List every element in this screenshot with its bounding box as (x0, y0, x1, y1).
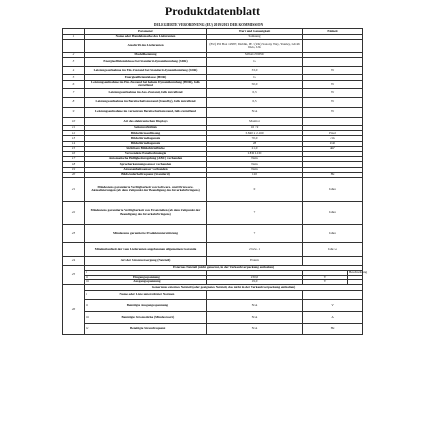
row-parameter: Bildschirmdiagonale (85, 141, 207, 146)
section26-heading: Genormtes externes Netzteil (oder geeignetes Netzteil, das nicht in der Verkaufsverpackung enthalten) (85, 284, 363, 290)
psu-row-label: Eingangsspannung (133, 274, 160, 279)
row-parameter: Art der Stromversorgung (Netzteil) (85, 256, 207, 265)
row-unit (303, 256, 363, 265)
row-number: 22 (63, 201, 85, 224)
psu-row-unit: V (303, 275, 348, 280)
table-row (63, 256, 363, 265)
row-parameter: Leistungsaufnahme im Aus-Zustand, falls zutreffend (85, 89, 207, 98)
section26-row-roman: iii (86, 314, 89, 319)
row-parameter: Art des elektronischen Displays (85, 117, 207, 126)
row-parameter: Seitenverhältnis (85, 126, 207, 131)
row-value: 3.840 x 2.160 (207, 131, 303, 136)
row-number: 21 (63, 177, 85, 201)
table-row (63, 201, 363, 224)
row-unit: W (303, 107, 363, 117)
section26-row-unit: A (303, 311, 363, 323)
row-value: G (207, 75, 303, 80)
section26-row-parameter (85, 290, 207, 299)
row-unit (303, 58, 363, 67)
row-number: 11 (63, 126, 85, 131)
table-row (63, 80, 363, 89)
row-value: N/A (207, 107, 303, 117)
row-value: 7 (207, 201, 303, 224)
document-subtitle: DELEGIERTE VERORDNUNG (EU) 2019/2013 DER KOMMISSION (153, 23, 264, 27)
section26-row (63, 311, 363, 323)
row-parameter: Sichtbare Bildschirmfläche (85, 146, 207, 151)
row-value: 21,0 (207, 146, 303, 151)
row-parameter: Verwendete Paneltechnologie (85, 152, 207, 157)
row-value: 70,0 (207, 136, 303, 141)
table-row (63, 66, 363, 75)
table-row (63, 40, 363, 53)
row-number: 7 (63, 89, 85, 98)
row-unit: Jahr/-e (303, 242, 363, 256)
row-number: 23 (63, 224, 85, 242)
table-row (63, 97, 363, 107)
row-number: 3 (63, 58, 85, 67)
row-parameter: Bildwiederholfrequenz (Standard) (85, 172, 207, 177)
section26-row-parameter (85, 299, 207, 311)
section26-row (63, 299, 363, 311)
row-parameter: Name oder Handelsmarke des Lieferanten (85, 35, 207, 40)
section26-row-roman: i (86, 292, 87, 297)
psu-row-roman: iii (86, 279, 89, 284)
row-value: 0,3 (207, 89, 303, 98)
row-unit: Jahre (303, 224, 363, 242)
section26-row-parameter (85, 323, 207, 334)
row-unit: dm² (303, 146, 363, 151)
row-number: 12 (63, 131, 85, 136)
row-number: 15 (63, 146, 85, 151)
table-row (63, 242, 363, 256)
section26-row-unit (303, 290, 363, 299)
header-value: Wert und Genauigkeit (207, 29, 303, 35)
psu-row-value: 19,0 (207, 280, 303, 285)
row-value: S28AG700NU (207, 53, 303, 58)
row-unit: Pixel (303, 131, 363, 136)
row-value: Samsung (207, 35, 303, 40)
section26-row-value (207, 290, 303, 299)
section26-row-label: Name oder Liste unterstützter Normen (119, 292, 175, 297)
row-parameter: Automatische Helligkeitsregelung (ABC) vorhanden (85, 157, 207, 162)
psu-row-value: 230,0 (207, 275, 303, 280)
row-parameter: Mindestens garantierte Verfügbarkeit von Software- und Firmware-Aktualisierungen (ab dem Zeitpunkt der Beendigung des Inverkehrbringens) (85, 177, 207, 201)
row-number (63, 242, 85, 256)
row-number: 6 (63, 80, 85, 89)
row-value: 7 (207, 224, 303, 242)
section26-row-unit: V (303, 299, 363, 311)
row-parameter: Leistungsaufnahme im Ein-Zustand bei Standard-dynamikumfang (SDR) (85, 66, 207, 75)
row-value: 50,0 (207, 80, 303, 89)
row-value: Nein (207, 167, 303, 172)
row-value: Monitor (207, 117, 303, 126)
section26-row (63, 290, 363, 299)
row-parameter: Energieeffizienzklasse bei Standard-dynamikumfang (SDR) (85, 58, 207, 67)
row-parameter: Energieeffizienzklasse (HDR) (85, 75, 207, 80)
table-row (63, 224, 363, 242)
row-parameter: Bildschirmdiagonale (85, 136, 207, 141)
section26-row-label: Benötigte Stromstärke (Mindestwert) (121, 314, 175, 319)
row-number: 13 (63, 136, 85, 141)
row-number: 5 (63, 75, 85, 80)
row-value: Extern (207, 256, 303, 265)
psu-row-roman: i (86, 270, 87, 275)
header-parameter: Parameter (85, 29, 207, 35)
row-parameter: Mindestlaufzeit der vom Lieferanten angebotenen allgemeinen Garantie (85, 242, 207, 256)
psu-row-label: Ausgangsspannung (133, 279, 161, 284)
row-parameter: Spracherkennungssensor vorhanden (85, 162, 207, 167)
section26-row-label: Benötigte Ausgangsspannung (126, 302, 169, 307)
psu-heading: Externes Netzteil (nicht genormt, in der Verkaufsverpackung enthalten) (85, 265, 363, 270)
row-value: 16 : 9 (207, 126, 303, 131)
row-number: 16 (63, 152, 85, 157)
table-row (63, 177, 363, 201)
psu-row-roman: ii (86, 274, 88, 279)
table-body (63, 28, 368, 335)
row-value: 120 (207, 172, 303, 177)
row-unit: W (303, 97, 363, 107)
row-value: LED LCD (207, 152, 303, 157)
row-parameter: Anschrift des Lieferanten (85, 40, 207, 53)
row-parameter: Leistungsaufnahme im Ein-Zustand bei hohem Dynamikumfang (HDR), falls zutreffend (85, 80, 207, 89)
row-number: 8 (63, 97, 85, 107)
row-number: 2 (63, 53, 85, 58)
section26-row-label: Benötigte Stromfrequenz (130, 326, 166, 331)
header-unit: Einheit (303, 29, 363, 35)
section26-row-parameter (85, 311, 207, 323)
row-parameter: Mindestens garantierte Verfügbarkeit von Ersatzteilen (ab dem Zeitpunkt der Beendigung des Inverkehrbringens) (85, 201, 207, 224)
row-number: 14 (63, 141, 85, 146)
row-parameter: Leistungsaufnahme im Bereitschaftszustand (Standby), falls zutreffend (85, 97, 207, 107)
row-parameter: Mindestens garantierte Produktunterstützung (85, 224, 207, 242)
document-title: Produktdatenblatt (164, 4, 261, 18)
row-parameter: Anwesenheitssensor vorhanden (85, 167, 207, 172)
row-number: 10 (63, 117, 85, 126)
row-number: 19 (63, 167, 85, 172)
row-unit: Zoll (303, 141, 363, 146)
section26-row-roman: ii (86, 302, 88, 307)
row-number: 1 (63, 35, 85, 40)
row-number (63, 40, 85, 53)
row-unit (303, 117, 363, 126)
row-value: 33,0 (207, 66, 303, 75)
section26-row-roman: iv (86, 326, 89, 331)
psu-row-extra: Beschreibung (349, 270, 368, 275)
row-number: 24 (63, 256, 85, 265)
row-number: 20 (63, 172, 85, 177)
section26-row-value: N/A (207, 311, 303, 323)
row-unit: cm (303, 136, 363, 141)
row-unit: Hz (303, 172, 363, 177)
section26-row-unit: Hz (303, 323, 363, 334)
row-parameter: Bildschirmauflösung (85, 131, 207, 136)
row-value: 28 (207, 141, 303, 146)
section26-row-value: N/A (207, 323, 303, 334)
section26-row (63, 323, 363, 334)
row-value: 2 bzw. 1 (207, 242, 303, 256)
row-unit: W (303, 89, 363, 98)
row-value: (EU) PO Box 12987, Dublin, IE / (UK) Saxony Way, Yateley, GU46 6GG, UK (207, 40, 303, 53)
row-value: G (207, 58, 303, 67)
section26-number: 26 (63, 284, 85, 334)
row-value: Nein (207, 162, 303, 167)
row-number: 18 (63, 162, 85, 167)
table-row (63, 107, 363, 117)
row-unit: W (303, 66, 363, 75)
row-unit: W (303, 80, 363, 89)
row-parameter: Leistungsaufnahme im vernetzten Bereitschaftszustand, falls zutreffend (85, 107, 207, 117)
row-value: 0,5 (207, 97, 303, 107)
row-number: 9 (63, 107, 85, 117)
row-unit (303, 40, 363, 53)
psu-number: 25 (63, 265, 85, 284)
row-value: Nein (207, 157, 303, 162)
table-row (63, 58, 363, 67)
table-row (63, 117, 363, 126)
row-value: 0 (207, 177, 303, 201)
row-parameter: Modellkennung (85, 53, 207, 58)
row-unit: Jahre (303, 177, 363, 201)
row-unit: Jahre (303, 201, 363, 224)
row-number: 4 (63, 66, 85, 75)
product-data-table (62, 28, 368, 335)
table-row (63, 89, 363, 98)
section26-row-value: N/A (207, 299, 303, 311)
psu-row-unit: V (303, 280, 348, 285)
row-number: 17 (63, 157, 85, 162)
